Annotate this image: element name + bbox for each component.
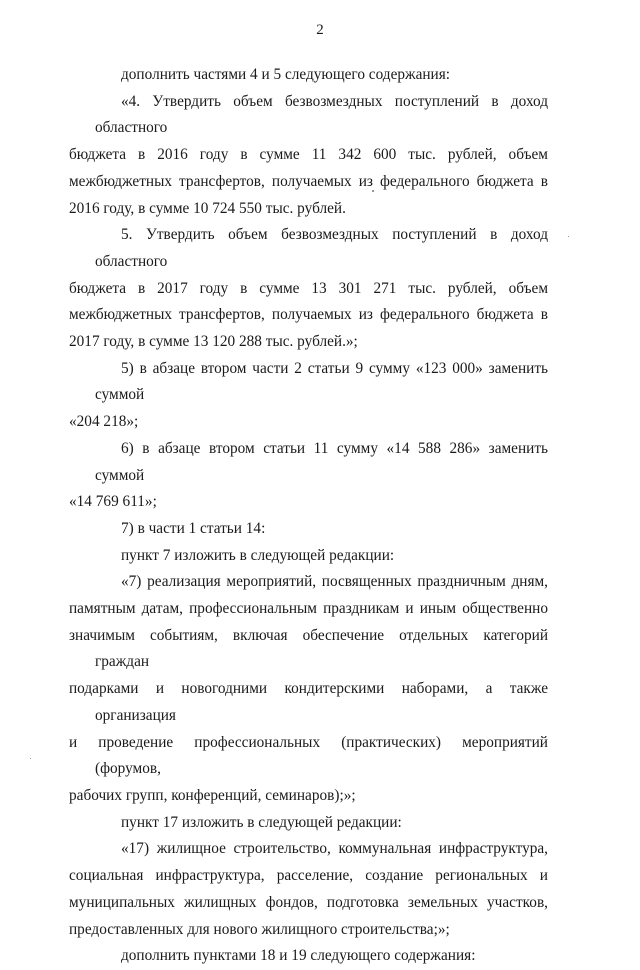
- paragraph-intro-parts-4-5: [95, 62, 548, 89]
- paragraph-line: памятным датам, профессиональным праздникам и иным общественно: [69, 600, 548, 618]
- paragraph-line: и проведение профессиональных (практических) мероприятий (форумов,: [69, 733, 548, 778]
- page-number: 2: [316, 22, 324, 38]
- document-body: [69, 62, 548, 970]
- paragraph-line: социальная инфраструктура, расселение, создание региональных и: [69, 867, 548, 885]
- paragraph-point-7: [69, 569, 548, 809]
- paragraph-point-7-intro: [95, 543, 548, 570]
- paragraph-part-4: [69, 89, 548, 223]
- paragraph-line: «17) жилищное строительство, коммунальная инфраструктура,: [121, 840, 548, 858]
- paragraph-line: бюджета в 2017 году в сумме 13 301 271 тыс. рублей, объем: [69, 279, 548, 297]
- paragraph-line: 6) в абзаце втором статьи 11 сумму «14 588 286» заменить суммой: [95, 439, 548, 484]
- paragraph-line: «14 769 611»;: [69, 493, 157, 511]
- paragraph-line: подарками и новогодними кондитерскими наборами, а также организация: [69, 680, 548, 724]
- paragraph-item-5: [69, 356, 548, 436]
- paragraph-line: значимым событиям, включая обеспечение отдельных категорий граждан: [69, 626, 548, 671]
- paragraph-line: предоставленных для нового жилищного строительства;»;: [69, 920, 450, 938]
- paragraph-line: пункт 17 изложить в следующей редакции:: [121, 813, 402, 831]
- paragraph-line: бюджета в 2016 году в сумме 11 342 600 тыс. рублей, объем: [69, 146, 548, 164]
- paragraph-line: «7) реализация мероприятий, посвященных праздничным дням,: [121, 573, 548, 591]
- scan-speck: [568, 236, 569, 237]
- paragraph-part-5: [69, 222, 548, 356]
- paragraph-item-6: [69, 436, 548, 516]
- paragraph-line: дополнить частями 4 и 5 следующего содержания:: [121, 66, 451, 83]
- paragraph-line: межбюджетных трансфертов, получаемых из федерального бюджета в: [69, 172, 548, 190]
- paragraph-line: муниципальных жилищных фондов, подготовка земельных участков,: [69, 893, 548, 911]
- paragraph-point-17-intro: [95, 810, 548, 837]
- scan-speck: [372, 190, 374, 192]
- paragraph-line: межбюджетных трансфертов, получаемых из федерального бюджета в: [69, 306, 548, 324]
- scan-speck: [30, 758, 31, 759]
- paragraph-line: «4. Утвердить объем безвозмездных поступлений в доход областного: [95, 92, 548, 137]
- paragraph-line: 7) в части 1 статьи 14:: [121, 519, 266, 537]
- paragraph-line: 2017 году, в сумме 13 120 288 тыс. рублей.»;: [69, 333, 358, 351]
- paragraph-line: пункт 7 изложить в следующей редакции:: [121, 546, 395, 564]
- paragraph-line: рабочих групп, конференций, семинаров);»;: [69, 786, 356, 804]
- paragraph-line: 5) в абзаце втором части 2 статьи 9 сумму «123 000» заменить суммой: [95, 359, 548, 404]
- paragraph-line: «204 218»;: [69, 413, 139, 431]
- paragraph-line: дополнить пунктами 18 и 19 следующего содержания:: [121, 947, 476, 965]
- paragraph-line: 2016 году, в сумме 10 724 550 тыс. рублей.: [69, 199, 346, 217]
- paragraph-line: 5. Утвердить объем безвозмездных поступлений в доход областного: [95, 226, 548, 270]
- paragraph-item-7: [95, 516, 548, 543]
- paragraph-point-17: [69, 836, 548, 943]
- paragraph-points-18-19-intro: [95, 943, 548, 970]
